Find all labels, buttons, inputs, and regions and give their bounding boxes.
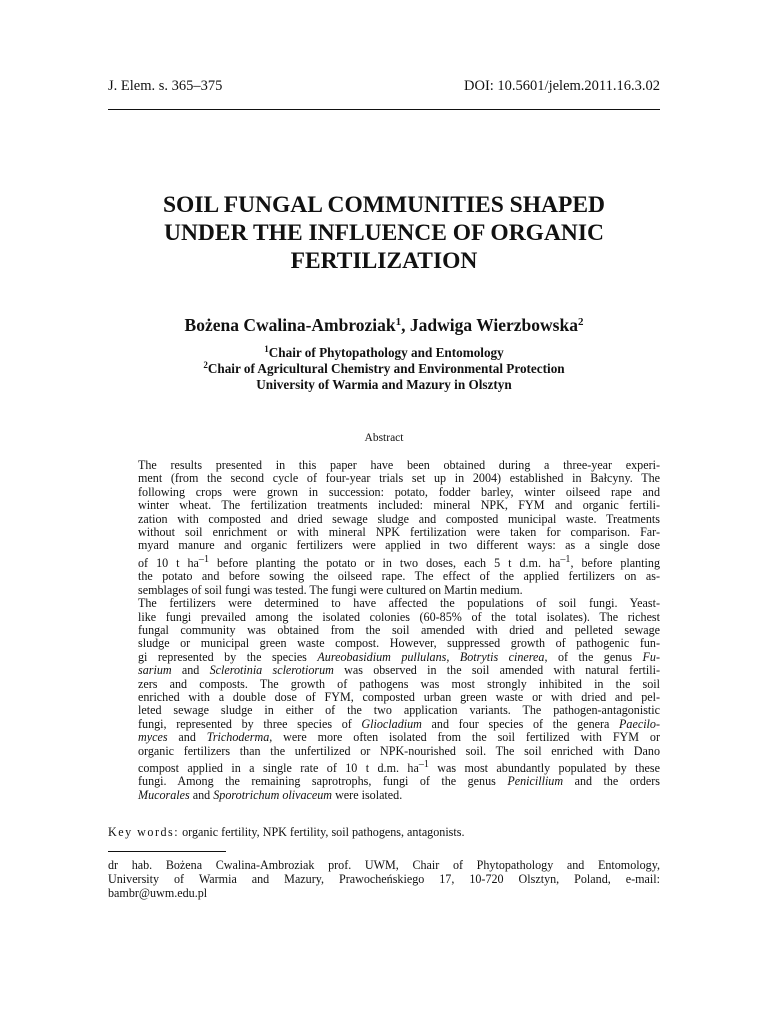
affiliation-line: University of Warmia and Mazury in Olsztyn [256,377,512,392]
superscript: –1 [560,553,571,565]
text-line: University of Warmia and Mazury, Prawocheńskiego 17, 10-720 Olsztyn, Poland, e-mail: [108,872,660,887]
text-line: sludge or municipal green waste compost. However, suppressed growth of pathogenic fun- [138,636,660,651]
affiliation-marker: 1 [264,344,269,354]
text-line: the potato and before sowing the oilseed rape. The effect of the applied fertilizers on as- [138,569,660,584]
text-line: zation with composted and dried sewage sludge and composted municipal waste. Treatments [138,511,660,526]
affiliation-line [108,345,660,361]
correspondence-footnote [108,858,660,901]
text-run: , of the genus [544,649,643,664]
text-line: myard manure and organic fertilizers were applied in two different ways: as a single dose [138,538,660,553]
text-line [108,718,660,731]
text-line: fungal community was obtained from the soil amended with dried and pelleted sewage [138,622,660,637]
text-run: were isolated. [332,787,403,802]
header-divider [108,109,660,110]
text-run: and [167,730,207,745]
text-line [108,775,660,788]
species-name: Paecilo- [619,716,660,731]
text-run: , were more often isolated from the soil fertilized with FYM or [269,730,661,745]
superscript: –1 [198,553,209,565]
affiliation-text: Chair of Agricultural Chemistry and Environmental Protection [207,361,565,376]
email-link[interactable]: bambr@uwm.edu.pl [108,886,208,901]
title-line: SOIL FUNGAL COMMUNITIES SHAPED [162,192,605,218]
text-line [108,553,660,570]
author-name: Jadwiga Wierzbowska [409,315,578,335]
text-run: fungi. Among the remaining saprotrophs, fungi of the genus [138,774,508,789]
text-line: The results presented in this paper have been obtained during a three-year experi- [138,458,660,472]
species-name: myces [138,730,168,745]
species-name: Mucorales [138,787,190,802]
abstract-paragraph [108,597,660,802]
keywords-label: Key words: [108,825,180,839]
species-name: Gliocladium [361,716,422,731]
text-line: following crops were grown in succession: potato, fodder barley, winter oilseed rape and [138,484,660,499]
species-name: Aureobasidium pullulans, Botrytis cinerea [317,649,545,664]
author-separator: , [401,315,410,335]
author-name: Bożena Cwalina-Ambroziak [184,315,396,335]
keywords [108,825,660,839]
text-line: semblages of soil fungi was tested. The fungi were cultured on Martin medium. [138,582,523,597]
affiliation-marker: 2 [577,316,584,328]
species-name: Sclerotinia sclerotiorum [209,663,334,678]
text-line: without soil enrichment or with mineral NPK fertilization were taken for comparison. Far- [138,525,660,540]
affiliations [108,345,660,393]
species-name: Penicillium [507,774,564,789]
journal-citation: J. Elem. s. 365–375 [108,78,223,94]
text-run: , before planting [570,555,660,570]
text-line [108,651,660,664]
text-run: was observed in the soil amended with natural fertili- [333,663,660,678]
text-line: ment (from the second cycle of four-year trials set up in 2004) established in Bałcyny. The [138,471,660,486]
species-name: Sporotrichum olivaceum [213,787,333,802]
paper-title [108,191,660,275]
species-name: Trichoderma [206,730,270,745]
text-run: before planting the potato or in two doses, each 5 t d.m. ha [209,555,561,570]
affiliation-line [108,361,660,377]
affiliation-marker: 1 [395,316,402,328]
title-line: UNDER THE INFLUENCE OF ORGANIC [163,220,605,246]
text-line: leted sewage sludge in either of the two application variants. The pathogen-antagonistic [138,703,660,718]
text-line [108,664,660,677]
title-line: FERTILIZATION [290,248,478,274]
text-run: was most abundantly populated by these [428,761,660,775]
author-list [108,313,660,337]
text-line: winter wheat. The fertilization treatments included: mineral NPK, FYM and organic fertili- [138,498,660,513]
text-line: enriched with a double dose of FYM, composted urban green waste or with dried and pel- [138,689,660,704]
keywords-text: organic fertility, NPK fertility, soil pathogens, antagonists. [179,825,465,839]
species-name: Fu- [642,649,660,664]
text-run: and four species of the genera [421,716,620,731]
text-run: of 10 t ha [138,555,199,570]
text-line: dr hab. Bożena Cwalina-Ambroziak prof. UWM, Chair of Phytopathology and Entomology, [108,858,660,872]
doi-link[interactable]: DOI: 10.5601/jelem.2011.16.3.02 [464,78,660,94]
text-line [108,789,660,802]
abstract-body [108,459,660,802]
species-name: sarium [138,663,172,678]
text-run: and [189,787,214,802]
text-line [108,731,660,744]
text-run: fungi, represented by three species of [138,716,362,731]
text-line: zers and composts. The growth of pathogens was most strongly inhibited in the soil [138,676,660,691]
superscript: –1 [418,758,429,770]
text-run: and [171,663,210,678]
text-line: like fungi prevailed among the isolated colonies (60-85% of the total isolates). The richest [138,609,660,624]
text-line: organic fertilizers than the unfertilized or NPK-nourished soil. The soil enriched with Dano [138,743,660,758]
text-line [108,758,660,775]
running-header [108,76,660,96]
text-run: and the orders [563,774,660,789]
text-run: gi represented by the species [138,649,318,664]
text-run: compost applied in a single rate of 10 t d.m. ha [138,761,419,775]
affiliation-marker: 2 [203,360,208,370]
text-line: The fertilizers were determined to have affected the populations of soil fungi. Yeast- [138,596,660,611]
footnote-divider [108,851,226,852]
abstract-heading: Abstract [364,432,404,444]
abstract-paragraph [108,459,660,597]
affiliation-text: Chair of Phytopathology and Entomology [268,345,504,360]
